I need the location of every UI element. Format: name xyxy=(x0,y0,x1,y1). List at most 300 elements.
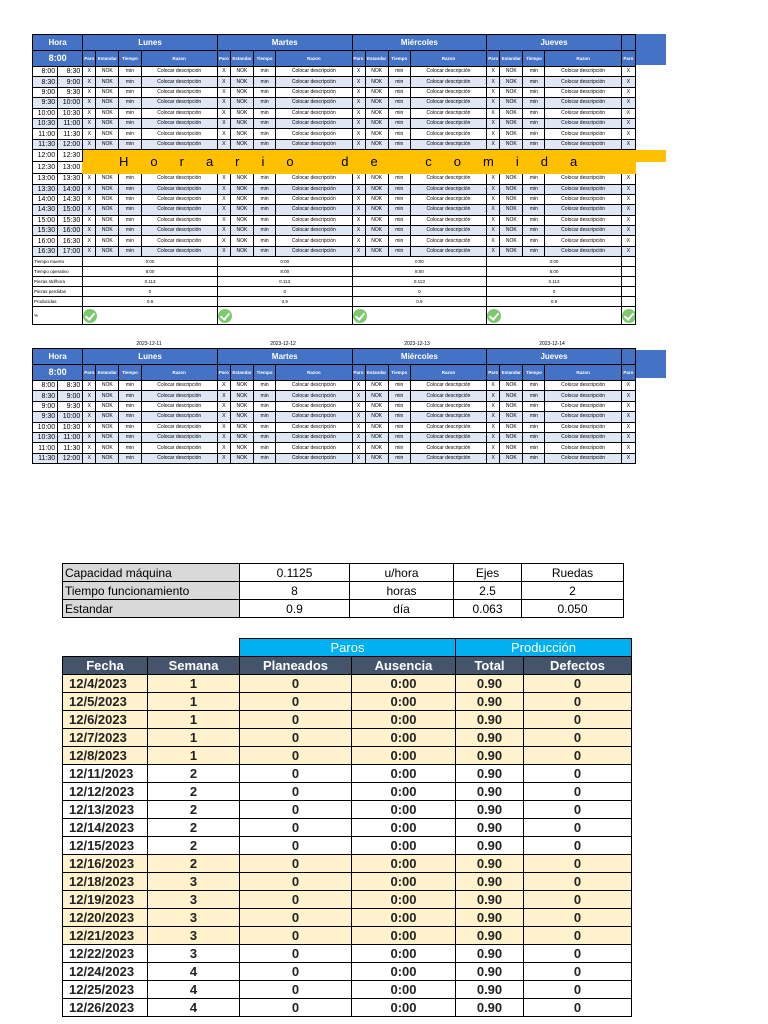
tiempo-cell: min xyxy=(523,381,545,391)
paro-cell: X xyxy=(487,108,500,118)
paro-cell: X xyxy=(83,87,96,97)
tiempo-cell: min xyxy=(119,129,141,139)
schedule-row xyxy=(33,194,636,204)
schedule-row xyxy=(33,443,636,453)
razon-cell: Colocar descripción xyxy=(410,108,486,118)
day-header-1: Martes xyxy=(217,349,352,365)
production-cell: 0 xyxy=(524,909,632,927)
production-cell: 0.90 xyxy=(456,819,524,837)
extra-paro-cell: X xyxy=(621,432,635,442)
time-end: 12:00 xyxy=(58,139,83,149)
schedule-row xyxy=(33,215,636,225)
estandar-cell: NOK xyxy=(500,246,523,256)
schedule-row xyxy=(33,432,636,442)
production-cell: 0.90 xyxy=(456,837,524,855)
summary-value xyxy=(352,307,487,325)
schedule-row xyxy=(33,184,636,194)
subheader-row xyxy=(33,365,636,381)
razon-cell: Colocar descripción xyxy=(545,432,621,442)
paro-cell: X xyxy=(217,108,230,118)
paro-cell: X xyxy=(352,391,365,401)
tiempo-cell: min xyxy=(523,453,545,463)
razon-cell: Colocar descripción xyxy=(410,77,486,87)
production-cell: 3 xyxy=(148,891,240,909)
production-cell: 0.90 xyxy=(456,999,524,1017)
extra-paro-cell: X xyxy=(621,77,635,87)
estandar-cell: NOK xyxy=(500,129,523,139)
paro-cell: X xyxy=(217,246,230,256)
time-start: 9:00 xyxy=(33,87,58,97)
group-produccion: Producción xyxy=(456,639,632,657)
razon-cell: Colocar descripción xyxy=(410,422,486,432)
tiempo-cell: min xyxy=(388,108,410,118)
razon-cell: Colocar descripción xyxy=(141,226,217,236)
paro-cell: X xyxy=(487,412,500,422)
tiempo-cell: min xyxy=(523,205,545,215)
summary-value: 0.9 xyxy=(217,297,352,307)
subheader-paro: Paro xyxy=(217,365,230,381)
extra-paro-cell: X xyxy=(621,139,635,149)
estandar-cell: NOK xyxy=(96,226,119,236)
razon-cell: Colocar descripción xyxy=(410,67,486,77)
tiempo-cell: min xyxy=(523,236,545,246)
summary-row xyxy=(33,287,636,297)
estandar-cell: NOK xyxy=(230,453,253,463)
estandar-cell: NOK xyxy=(230,118,253,128)
extra-paro-cell: X xyxy=(621,412,635,422)
production-cell: 0.90 xyxy=(456,729,524,747)
paro-cell: X xyxy=(352,108,365,118)
production-cell: 4 xyxy=(148,981,240,999)
time-end: 10:00 xyxy=(58,98,83,108)
razon-cell: Colocar descripción xyxy=(141,129,217,139)
production-cell: 1 xyxy=(148,675,240,693)
summary-value: 0 xyxy=(487,287,622,297)
column-header-defectos: Defectos xyxy=(524,657,632,675)
estandar-cell: NOK xyxy=(365,129,388,139)
razon-cell: Colocar descripción xyxy=(545,205,621,215)
schedule-row xyxy=(33,174,636,184)
tiempo-cell: min xyxy=(119,194,141,204)
tiempo-cell: min xyxy=(254,453,276,463)
summary-label: % xyxy=(33,307,83,325)
paro-cell: X xyxy=(217,215,230,225)
paro-cell: X xyxy=(487,194,500,204)
tiempo-cell: min xyxy=(523,246,545,256)
production-cell: 0.90 xyxy=(456,891,524,909)
capacity-row xyxy=(63,582,624,600)
schedule-row xyxy=(33,77,636,87)
schedule-row xyxy=(33,87,636,97)
razon-cell: Colocar descripción xyxy=(545,184,621,194)
estandar-cell: NOK xyxy=(365,98,388,108)
estandar-cell: NOK xyxy=(230,77,253,87)
razon-cell: Colocar descripción xyxy=(545,246,621,256)
time-start: 14:00 xyxy=(33,194,58,204)
summary-value: 0 xyxy=(217,287,352,297)
production-cell: 12/7/2023 xyxy=(63,729,148,747)
paro-cell: X xyxy=(83,226,96,236)
tiempo-cell: min xyxy=(388,443,410,453)
production-cell: 0 xyxy=(240,783,352,801)
summary-extra xyxy=(621,287,635,297)
production-cell: 0 xyxy=(524,837,632,855)
paro-cell: X xyxy=(487,129,500,139)
lunch-time-end: 12:30 xyxy=(58,150,83,162)
subheader-estandar: Estandar xyxy=(365,51,388,67)
tiempo-cell: min xyxy=(254,401,276,411)
production-row xyxy=(63,837,632,855)
tiempo-cell: min xyxy=(254,108,276,118)
razon-cell: Colocar descripción xyxy=(276,381,352,391)
tiempo-cell: min xyxy=(119,205,141,215)
production-row xyxy=(63,819,632,837)
estandar-cell: NOK xyxy=(230,205,253,215)
estandar-cell: NOK xyxy=(96,205,119,215)
paro-cell: X xyxy=(217,412,230,422)
time-start: 11:30 xyxy=(33,139,58,149)
time-end: 9:30 xyxy=(58,87,83,97)
tiempo-cell: min xyxy=(254,129,276,139)
production-cell: 0 xyxy=(524,711,632,729)
summary-label: Tiempo operativo xyxy=(33,267,83,277)
tiempo-cell: min xyxy=(254,87,276,97)
razon-cell: Colocar descripción xyxy=(141,194,217,204)
time-end: 16:00 xyxy=(58,226,83,236)
check-icon xyxy=(353,309,367,323)
schedule-row xyxy=(33,108,636,118)
tiempo-cell: min xyxy=(523,391,545,401)
time-start: 15:30 xyxy=(33,226,58,236)
tiempo-cell: min xyxy=(119,391,141,401)
tiempo-cell: min xyxy=(523,129,545,139)
razon-cell: Colocar descripción xyxy=(410,194,486,204)
subheader-estandar: Estandar xyxy=(500,365,523,381)
time-end: 8:30 xyxy=(58,67,83,77)
paro-cell: X xyxy=(487,246,500,256)
tiempo-cell: min xyxy=(119,108,141,118)
paro-cell: X xyxy=(83,381,96,391)
time-end: 8:30 xyxy=(58,381,83,391)
paro-cell: X xyxy=(217,184,230,194)
tiempo-cell: min xyxy=(254,205,276,215)
razon-cell: Colocar descripción xyxy=(545,215,621,225)
production-cell: 0 xyxy=(524,729,632,747)
razon-cell: Colocar descripción xyxy=(141,246,217,256)
header-overflow-block-2 xyxy=(636,350,666,378)
razon-cell: Colocar descripción xyxy=(276,67,352,77)
check-icon xyxy=(218,309,232,323)
razon-cell: Colocar descripción xyxy=(276,246,352,256)
production-cell: 0:00 xyxy=(352,693,456,711)
extra-paro-cell: X xyxy=(621,205,635,215)
production-cell: 0 xyxy=(524,927,632,945)
estandar-cell: NOK xyxy=(500,139,523,149)
schedule-row xyxy=(33,205,636,215)
paro-cell: X xyxy=(352,77,365,87)
estandar-cell: NOK xyxy=(96,236,119,246)
tiempo-cell: min xyxy=(119,226,141,236)
summary-value: 0:00 xyxy=(352,257,487,267)
summary-value: 0.113 xyxy=(217,277,352,287)
time-start: 10:00 xyxy=(33,422,58,432)
production-cell: 0 xyxy=(524,999,632,1017)
tiempo-cell: min xyxy=(254,391,276,401)
tiempo-cell: min xyxy=(523,215,545,225)
capacity-value: 0.9 xyxy=(240,600,350,618)
capacity-value: Ruedas xyxy=(522,564,624,582)
estandar-cell: NOK xyxy=(500,108,523,118)
summary-value: 0:00 xyxy=(83,257,218,267)
production-cell: 12/13/2023 xyxy=(63,801,148,819)
production-cell: 0 xyxy=(524,675,632,693)
summary-label: Piezas perdidas xyxy=(33,287,83,297)
extra-paro-cell: X xyxy=(621,118,635,128)
production-cell: 12/11/2023 xyxy=(63,765,148,783)
paro-cell: X xyxy=(487,381,500,391)
tiempo-cell: min xyxy=(254,118,276,128)
production-cell: 12/6/2023 xyxy=(63,711,148,729)
production-cell: 0 xyxy=(524,765,632,783)
estandar-cell: NOK xyxy=(365,412,388,422)
time-start: 9:30 xyxy=(33,98,58,108)
schedule-row xyxy=(33,246,636,256)
extra-paro-cell: X xyxy=(621,226,635,236)
estandar-cell: NOK xyxy=(365,108,388,118)
razon-cell: Colocar descripción xyxy=(410,87,486,97)
lunch-time-end: 13:00 xyxy=(58,162,83,174)
razon-cell: Colocar descripción xyxy=(545,453,621,463)
schedule-date-1: 2023-12-12 xyxy=(270,341,296,347)
production-cell: 0 xyxy=(240,909,352,927)
subheader-row xyxy=(33,51,636,67)
capacity-table xyxy=(62,563,624,618)
production-cell: 0 xyxy=(240,711,352,729)
production-row xyxy=(63,891,632,909)
schedule-date-3: 2023-12-14 xyxy=(539,341,565,347)
subheader-razon: Razon xyxy=(276,365,352,381)
production-cell: 0 xyxy=(240,765,352,783)
production-row xyxy=(63,945,632,963)
lunch-banner: Horario de comida xyxy=(83,150,636,174)
paro-cell: X xyxy=(83,108,96,118)
estandar-cell: NOK xyxy=(96,246,119,256)
tiempo-cell: min xyxy=(119,184,141,194)
razon-cell: Colocar descripción xyxy=(141,205,217,215)
production-cell: 2 xyxy=(148,819,240,837)
razon-cell: Colocar descripción xyxy=(410,432,486,442)
production-cell: 0:00 xyxy=(352,711,456,729)
summary-row xyxy=(33,277,636,287)
extra-paro-cell: X xyxy=(621,184,635,194)
estandar-cell: NOK xyxy=(230,422,253,432)
time-end: 17:00 xyxy=(58,246,83,256)
production-row xyxy=(63,729,632,747)
razon-cell: Colocar descripción xyxy=(141,391,217,401)
tiempo-cell: min xyxy=(523,432,545,442)
razon-cell: Colocar descripción xyxy=(410,391,486,401)
subheader-estandar: Estandar xyxy=(230,365,253,381)
extra-paro-cell: X xyxy=(621,129,635,139)
paro-cell: X xyxy=(352,98,365,108)
time-start: 8:00 xyxy=(33,381,58,391)
razon-cell: Colocar descripción xyxy=(410,453,486,463)
subheader-tiempo: Tiempo xyxy=(523,365,545,381)
production-cell: 0 xyxy=(524,963,632,981)
tiempo-cell: min xyxy=(388,87,410,97)
razon-cell: Colocar descripción xyxy=(545,77,621,87)
production-cell: 0 xyxy=(524,819,632,837)
schedule-date-2: 2023-12-13 xyxy=(404,341,430,347)
tiempo-cell: min xyxy=(388,77,410,87)
time-start: 10:30 xyxy=(33,432,58,442)
production-cell: 12/15/2023 xyxy=(63,837,148,855)
lunch-row xyxy=(33,150,636,162)
schedule-row xyxy=(33,401,636,411)
column-header-total: Total xyxy=(456,657,524,675)
tiempo-cell: min xyxy=(388,246,410,256)
time-end: 11:00 xyxy=(58,432,83,442)
tiempo-cell: min xyxy=(388,381,410,391)
summary-value: 8:00 xyxy=(83,267,218,277)
razon-cell: Colocar descripción xyxy=(410,215,486,225)
production-cell: 12/8/2023 xyxy=(63,747,148,765)
column-header-semana: Semana xyxy=(148,657,240,675)
time-start: 9:00 xyxy=(33,401,58,411)
paro-cell: X xyxy=(352,422,365,432)
estandar-cell: NOK xyxy=(230,129,253,139)
summary-value xyxy=(217,307,352,325)
tiempo-cell: min xyxy=(119,453,141,463)
estandar-cell: NOK xyxy=(365,215,388,225)
estandar-cell: NOK xyxy=(96,174,119,184)
summary-row xyxy=(33,307,636,325)
estandar-cell: NOK xyxy=(96,391,119,401)
estandar-cell: NOK xyxy=(230,246,253,256)
production-row xyxy=(63,999,632,1017)
estandar-cell: NOK xyxy=(365,118,388,128)
lunch-overflow-bar xyxy=(636,150,666,162)
tiempo-cell: min xyxy=(119,174,141,184)
time-start: 10:30 xyxy=(33,118,58,128)
extra-paro-cell: X xyxy=(621,401,635,411)
time-start: 13:30 xyxy=(33,184,58,194)
production-cell: 0 xyxy=(240,927,352,945)
paro-cell: X xyxy=(83,77,96,87)
paro-cell: X xyxy=(352,139,365,149)
production-cell: 12/4/2023 xyxy=(63,675,148,693)
paro-cell: X xyxy=(352,174,365,184)
paro-cell: X xyxy=(217,174,230,184)
production-cell: 0 xyxy=(524,873,632,891)
production-cell: 0 xyxy=(524,945,632,963)
paro-cell: X xyxy=(83,174,96,184)
tiempo-cell: min xyxy=(254,67,276,77)
estandar-cell: NOK xyxy=(230,87,253,97)
production-cell: 1 xyxy=(148,711,240,729)
estandar-cell: NOK xyxy=(365,246,388,256)
estandar-cell: NOK xyxy=(365,443,388,453)
production-cell: 0:00 xyxy=(352,909,456,927)
paro-cell: X xyxy=(352,226,365,236)
razon-cell: Colocar descripción xyxy=(410,381,486,391)
production-cell: 0:00 xyxy=(352,963,456,981)
subheader-tiempo: Tiempo xyxy=(119,365,141,381)
tiempo-cell: min xyxy=(523,174,545,184)
production-cell: 0.90 xyxy=(456,747,524,765)
production-row xyxy=(63,675,632,693)
razon-cell: Colocar descripción xyxy=(545,236,621,246)
tiempo-cell: min xyxy=(388,401,410,411)
estandar-cell: NOK xyxy=(96,77,119,87)
razon-cell: Colocar descripción xyxy=(141,381,217,391)
production-cell: 0 xyxy=(240,675,352,693)
subheader-estandar: Estandar xyxy=(365,365,388,381)
production-cell: 0 xyxy=(240,819,352,837)
summary-extra xyxy=(621,267,635,277)
estandar-cell: NOK xyxy=(230,412,253,422)
production-cell: 12/22/2023 xyxy=(63,945,148,963)
subheader-extra-paro: Paro xyxy=(621,51,635,67)
capacity-row xyxy=(63,564,624,582)
day-header-0: Lunes xyxy=(83,349,218,365)
tiempo-cell: min xyxy=(119,236,141,246)
production-cell: 0:00 xyxy=(352,783,456,801)
time-end: 12:00 xyxy=(58,453,83,463)
paro-cell: X xyxy=(83,432,96,442)
paro-cell: X xyxy=(352,215,365,225)
razon-cell: Colocar descripción xyxy=(276,129,352,139)
column-header-ausencia: Ausencia xyxy=(352,657,456,675)
capacity-label: Tiempo funcionamiento xyxy=(63,582,240,600)
tiempo-cell: min xyxy=(388,98,410,108)
paro-cell: X xyxy=(487,432,500,442)
summary-row xyxy=(33,267,636,277)
paro-cell: X xyxy=(217,422,230,432)
paro-cell: X xyxy=(487,391,500,401)
time-end: 11:00 xyxy=(58,118,83,128)
razon-cell: Colocar descripción xyxy=(410,129,486,139)
razon-cell: Colocar descripción xyxy=(410,174,486,184)
production-cell: 1 xyxy=(148,729,240,747)
summary-value xyxy=(83,307,218,325)
estandar-cell: NOK xyxy=(230,381,253,391)
tiempo-cell: min xyxy=(523,118,545,128)
production-cell: 0.90 xyxy=(456,783,524,801)
summary-value: 8:00 xyxy=(352,267,487,277)
paro-cell: X xyxy=(352,194,365,204)
header-overflow-block-1 xyxy=(636,34,666,65)
estandar-cell: NOK xyxy=(500,77,523,87)
check-icon xyxy=(487,309,501,323)
razon-cell: Colocar descripción xyxy=(545,226,621,236)
time-end: 9:00 xyxy=(58,391,83,401)
razon-cell: Colocar descripción xyxy=(141,118,217,128)
production-row xyxy=(63,981,632,999)
production-cell: 2 xyxy=(148,855,240,873)
subheader-razon: Razon xyxy=(410,365,486,381)
estandar-cell: NOK xyxy=(230,443,253,453)
tiempo-cell: min xyxy=(119,215,141,225)
paro-cell: X xyxy=(352,246,365,256)
tiempo-cell: min xyxy=(523,184,545,194)
tiempo-cell: min xyxy=(254,184,276,194)
paro-cell: X xyxy=(217,443,230,453)
razon-cell: Colocar descripción xyxy=(276,422,352,432)
schedule-row xyxy=(33,381,636,391)
subheader-tiempo: Tiempo xyxy=(388,51,410,67)
paro-cell: X xyxy=(352,118,365,128)
